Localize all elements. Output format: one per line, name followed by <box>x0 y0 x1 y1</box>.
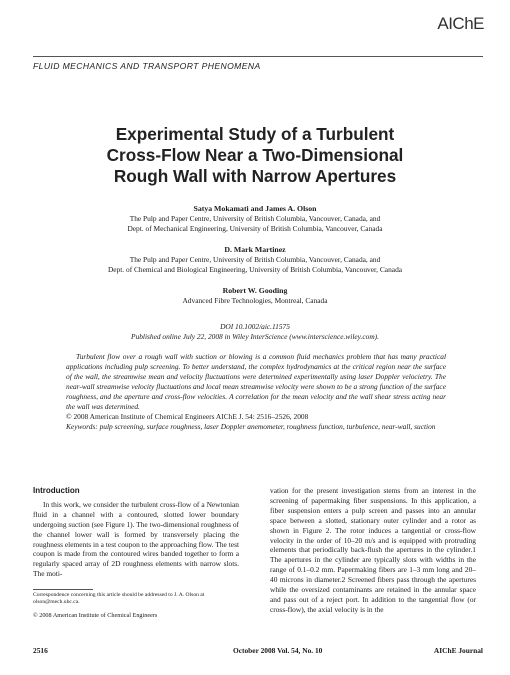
author-names: Satya Mokamati and James A. Olson <box>193 204 317 213</box>
footnote-rule <box>33 589 93 590</box>
journal-name: AIChE Journal <box>433 646 483 655</box>
author-names: D. Mark Martinez <box>224 245 286 254</box>
title-line: Cross-Flow Near a Two-Dimensional <box>106 145 404 165</box>
doi: DOI 10.1002/aic.11575 <box>220 322 290 331</box>
body-paragraph: In this work, we consider the turbulent cross-flow of a Newtonian fluid in a channel with a contoured, slotted lower boundary undergoing suction (see Figure 1). The two-dimensional roughness of the channel lower wall is formed by transversely placing the roughness elements in a test coupon to the approaching flow. The test coupon is made from the contoured wires banded together to form a regularly spaced array of 2D roughness elements with narrow slots. The moti- <box>33 499 240 579</box>
body-paragraph: vation for the present investigation stems from an interest in the screening of papermaking fiber suspensions. In this application, a fiber suspension enters a pulp screen and passes into an annular space between a slotted, stationary outer cylinder and a rotor as shown in Figure 2. The rotor induces a tangential or cross-flow velocity in the order of 10–20 m/s and is equipped with protruding elements that periodically back-flush the apertures in the cylinder.1 The apertures in the cylinder are typically slots with widths in the range of 0.1–0.2 mm. Papermaking fibers are 1–3 mm long and 20–40 microns in diameter.2 Screened fibers pass through the apertures while the oversized contaminants are retained in the annular space and pass out of a reject port. In addition to the tangential flow (or cross-flow), the axial velocity is in the <box>270 486 476 614</box>
section-heading: Introduction <box>33 486 80 495</box>
page-number: 2516 <box>33 646 48 655</box>
affiliation: Advanced Fibre Technologies, Montreal, Canada <box>182 296 328 305</box>
abstract <box>66 352 446 432</box>
article-title <box>40 124 470 187</box>
keywords: Keywords: pulp screening, surface roughness, laser Doppler anemometer, roughness function, turbulence, near-wall, suction <box>66 422 436 431</box>
affiliation: Dept. of Chemical and Biological Engineering, University of British Columbia, Vancouver, Canada <box>107 265 403 274</box>
author-group <box>40 204 470 234</box>
title-line: Experimental Study of a Turbulent <box>115 124 395 144</box>
copyright-footer: © 2008 American Institute of Chemical Engineers <box>33 612 158 619</box>
affiliation: The Pulp and Paper Centre, University of British Columbia, Vancouver, Canada, and <box>129 255 381 264</box>
publication-info <box>40 322 470 342</box>
section-label: FLUID MECHANICS AND TRANSPORT PHENOMENA <box>33 61 261 71</box>
affiliation: Dept. of Mechanical Engineering, University of British Columbia, Vancouver, Canada <box>127 224 383 233</box>
column-left <box>33 486 239 579</box>
copyright-line: © 2008 American Institute of Chemical Engineers AIChE J. 54: 2516–2526, 2008 <box>66 412 309 421</box>
author-block <box>40 204 470 317</box>
published-online: Published online July 22, 2008 in Wiley InterScience (www.interscience.wiley.com). <box>131 332 379 341</box>
abstract-text: Turbulent flow over a rough wall with suction or blowing is a common fluid mechanics problem that has many practical applications including pulp screening. To better understand, the complex hydrodynamics at the critical region near the surface of the wall, the streamwise mean and velocity fluctuations were determined experimentally using laser Doppler velocietry. The near-wall streamwise velocity fluctuations and local mean streamwise velocity were shown to be a strong function of the surface roughness, and the aperture and cross-flow velocities. A correlation for the mean velocity and the wall shear stress acting near the wall was determined. <box>66 352 446 411</box>
affiliation: The Pulp and Paper Centre, University of British Columbia, Vancouver, Canada, and <box>129 214 381 223</box>
correspondence-footnote: Correspondence concerning this article should be addressed to J. A. Olson at olson@mech.ubc.ca. <box>33 592 205 606</box>
section-rule <box>33 56 483 57</box>
title-line: Rough Wall with Narrow Apertures <box>113 166 397 186</box>
author-group <box>40 245 470 275</box>
column-right <box>270 486 476 615</box>
issue-info: October 2008 Vol. 54, No. 10 <box>233 646 323 655</box>
author-names: Robert W. Gooding <box>222 286 288 295</box>
journal-logo: AIChE <box>437 14 484 33</box>
author-group <box>40 286 470 306</box>
